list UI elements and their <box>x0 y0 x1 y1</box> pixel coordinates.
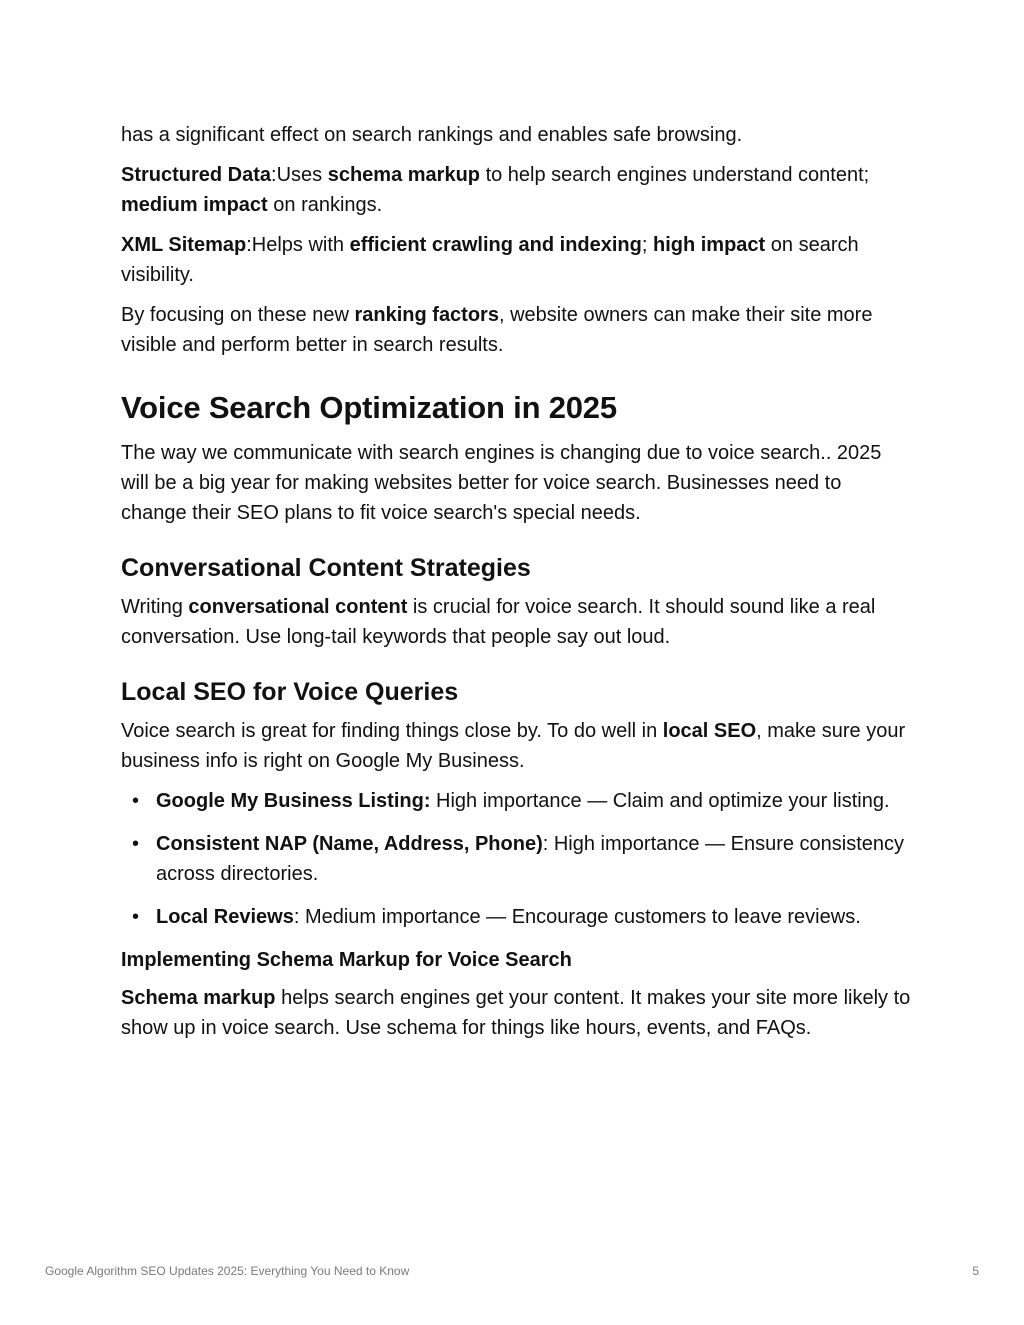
paragraph-conversational-content <box>121 592 911 652</box>
list-item-term: Google My Business Listing: <box>156 790 431 812</box>
list-item-text: : High importance — Ensure consistency across directories. <box>156 833 905 885</box>
emphasis-local-seo: local SEO <box>662 720 757 742</box>
text-segment: ; <box>641 234 653 256</box>
paragraph-safe-browsing: has a significant effect on search rankings and enables safe browsing. <box>121 124 743 146</box>
list-item-term: Consistent NAP (Name, Address, Phone) <box>156 833 543 855</box>
list-item-text: High importance — Claim and optimize your listing. <box>430 790 890 812</box>
footer-page-number: 5 <box>972 1264 979 1278</box>
paragraph-local-seo <box>121 716 911 776</box>
emphasis-ranking-factors: ranking factors <box>354 304 499 326</box>
paragraph-ranking-factors <box>121 300 911 360</box>
local-seo-list <box>121 786 911 932</box>
list-item-text: : Medium importance — Encourage customers to leave reviews. <box>293 906 861 928</box>
emphasis-conversational-content: conversational content <box>188 596 408 618</box>
text-segment: Voice search is great for finding things close by. To do well in <box>121 720 663 742</box>
footer-document-title: Google Algorithm SEO Updates 2025: Everything You Need to Know <box>45 1264 410 1278</box>
term-xml-sitemap: XML Sitemap <box>121 234 247 256</box>
text-segment: helps search engines get your content. It makes your site more likely to show up in voice search. Use schema for things like hours, events, and FAQs. <box>121 987 911 1039</box>
heading-voice-search-optimization: Voice Search Optimization in 2025 <box>121 390 617 425</box>
text-segment: By focusing on these new <box>121 304 355 326</box>
text-segment: to help search engines understand content; <box>480 164 870 186</box>
emphasis-efficient-crawling: efficient crawling and indexing <box>349 234 642 256</box>
emphasis-schema-markup: Schema markup <box>121 987 276 1009</box>
text-segment: Uses <box>276 164 328 186</box>
paragraph-schema-markup <box>121 983 911 1043</box>
text-segment: Helps with <box>251 234 350 256</box>
paragraph-xml-sitemap <box>121 230 911 290</box>
text-segment: on rankings. <box>267 194 383 216</box>
term-separator: : <box>271 164 277 186</box>
text-segment: , make sure your business info is right on Google My Business. <box>121 720 906 772</box>
bullet-icon: • <box>132 906 140 928</box>
text-segment: , website owners can make their site more visible and perform better in search results. <box>121 304 873 356</box>
list-item-term: Local Reviews <box>156 906 294 928</box>
emphasis-medium-impact: medium impact <box>121 194 268 216</box>
heading-local-seo: Local SEO for Voice Queries <box>121 678 459 706</box>
list-item <box>132 786 911 816</box>
emphasis-high-impact: high impact <box>652 234 766 256</box>
document-body <box>121 120 911 1053</box>
emphasis-schema-markup: schema markup <box>327 164 481 186</box>
paragraph-voice-search-intro: The way we communicate with search engines is changing due to voice search.. 2025 will be a big year for making websites better for voice search. Businesses need to change their SEO plans to fit voice search's special needs. <box>121 442 882 524</box>
heading-conversational-content: Conversational Content Strategies <box>121 554 531 582</box>
term-structured-data: Structured Data <box>121 164 272 186</box>
text-segment: is crucial for voice search. It should sound like a real conversation. Use long-tail keywords that people say out loud. <box>121 596 876 648</box>
bullet-icon: • <box>132 833 140 855</box>
text-segment: on search visibility. <box>121 234 859 286</box>
bullet-icon: • <box>132 790 140 812</box>
term-separator: : <box>246 234 252 256</box>
text-segment: Writing <box>121 596 189 618</box>
heading-schema-markup: Implementing Schema Markup for Voice Search <box>121 949 572 971</box>
list-item <box>132 829 911 889</box>
paragraph-structured-data <box>121 160 911 220</box>
list-item <box>132 902 911 932</box>
